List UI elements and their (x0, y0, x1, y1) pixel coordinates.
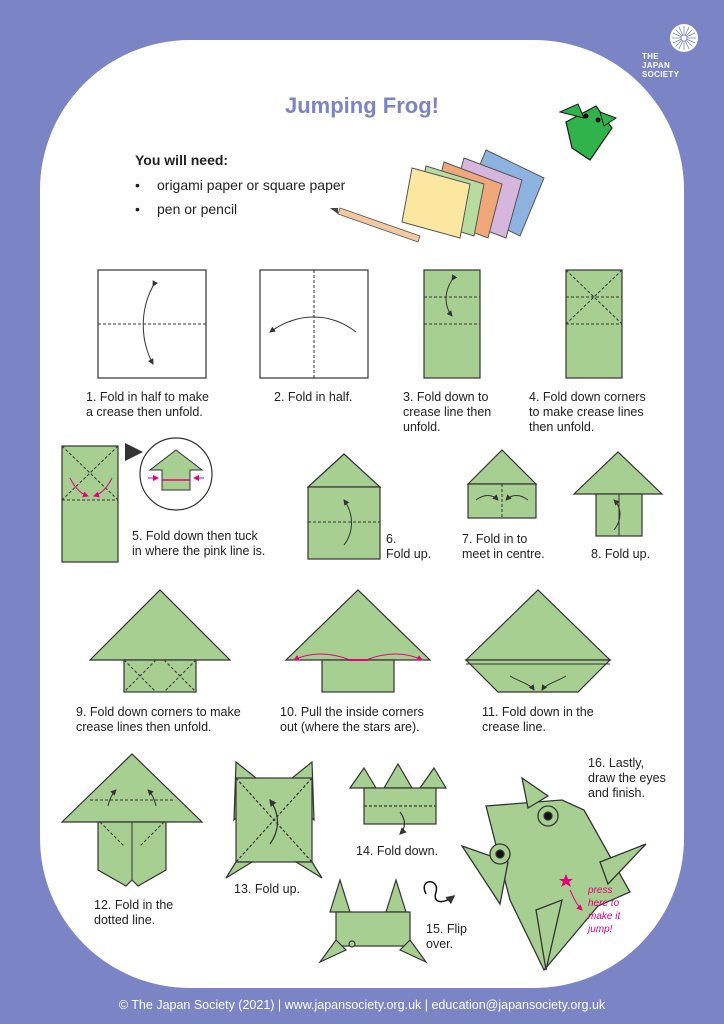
step-12-caption: 12. Fold in the dotted line. (94, 898, 174, 927)
step-7-diagram (468, 450, 536, 518)
step-6-caption: 6. Fold up. (386, 532, 432, 561)
step-3-caption: 3. Fold down to crease line then unfold. (403, 390, 492, 434)
step-13-diagram (226, 762, 322, 878)
step-1-diagram (98, 270, 206, 378)
step-8-caption: 8. Fold up. (591, 547, 651, 561)
step-16-frog (462, 778, 646, 970)
step-9-caption: 9. Fold down corners to make crease lines then unfold. (76, 705, 241, 734)
step-8-diagram (574, 452, 662, 536)
step-12-diagram (62, 754, 202, 886)
step-4-diagram (566, 270, 622, 378)
step-10-caption: 10. Pull the inside corners out (where the stars are). (280, 705, 424, 734)
list-item: • pen or pencil (135, 201, 238, 217)
step-4-caption: 4. Fold down corners to make crease lines then unfold. (529, 390, 646, 434)
step-2-caption: 2. Fold in half. (274, 390, 353, 404)
step-6-diagram (308, 454, 380, 559)
step-11-diagram (466, 590, 610, 692)
step-14-caption: 14. Fold down. (356, 844, 438, 858)
materials-heading: You will need: (135, 152, 229, 168)
step-14-diagram (350, 764, 446, 834)
step-10-diagram (286, 590, 430, 692)
step-13-caption: 13. Fold up. (234, 882, 301, 896)
step-3-diagram (424, 270, 480, 378)
logo-text: THE JAPAN SOCIETY (642, 52, 680, 79)
press-annotation: press here to make it jump! (588, 885, 621, 935)
flip-arrow-icon (424, 882, 454, 902)
paper-stack-icon (402, 150, 544, 238)
step-11-caption: 11. Fold down in the crease line. (482, 705, 594, 734)
footer: © The Japan Society (2021) | www.japansociety.org.uk | education@japansociety.org.uk (118, 998, 606, 1012)
step-16-caption: 16. Lastly, draw the eyes and finish. (588, 756, 666, 800)
step-9-diagram (90, 590, 230, 692)
step-7-caption: 7. Fold in to meet in centre. (462, 532, 545, 561)
step-15-diagram (320, 880, 426, 962)
frog-icon (560, 104, 616, 160)
page-title: Jumping Frog! (285, 93, 439, 118)
step-5-caption: 5. Fold down then tuck in where the pink line is. (132, 529, 266, 558)
list-item: • origami paper or square paper (135, 177, 346, 193)
step-2-diagram (260, 270, 368, 378)
step-1-caption: 1. Fold in half to make a crease then unfold. (86, 390, 209, 419)
step-15-caption: 15. Flip over. (426, 922, 467, 951)
